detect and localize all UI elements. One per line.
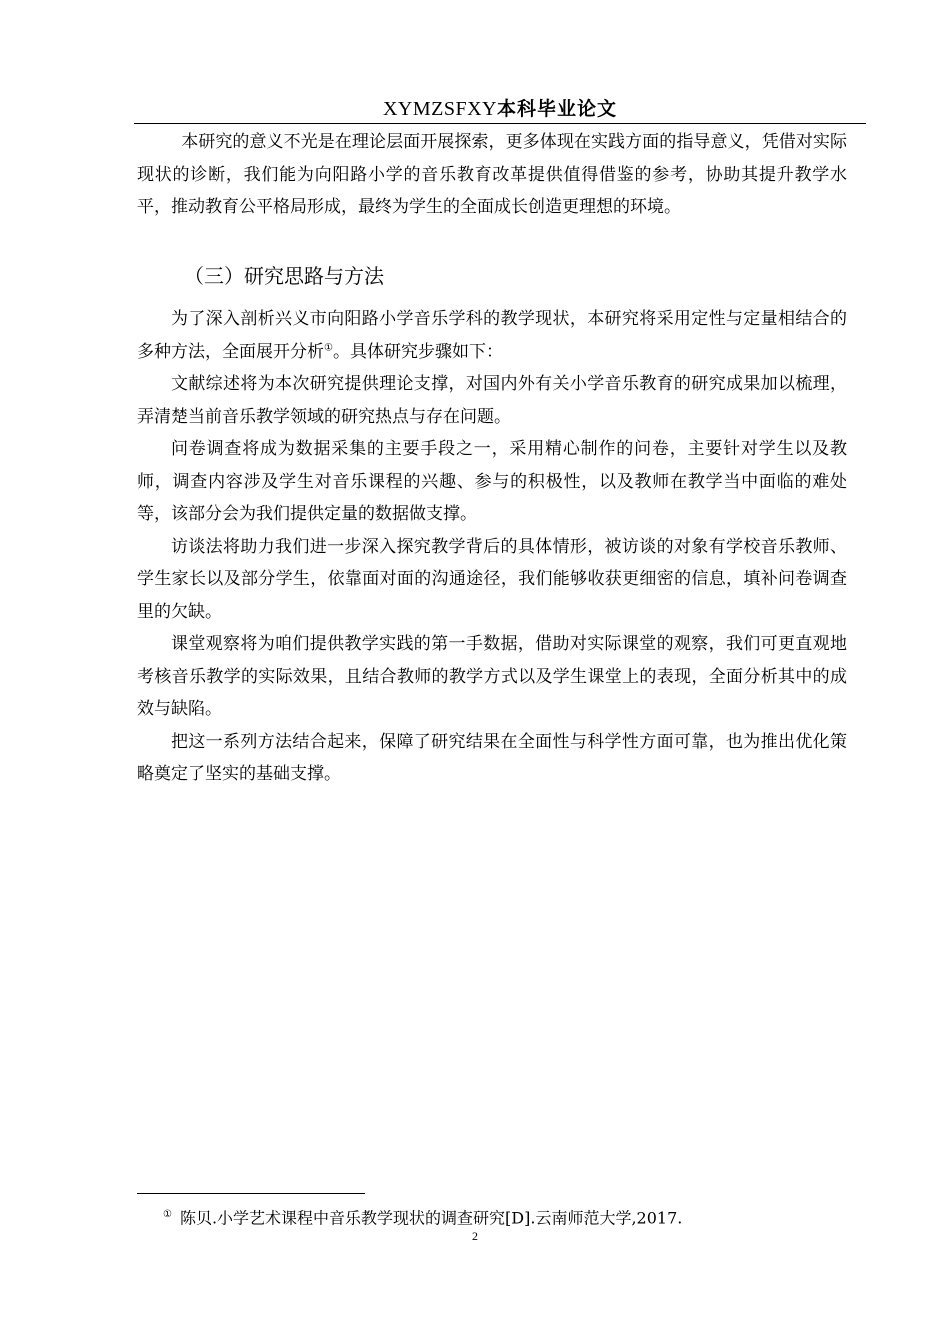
section-body [137, 303, 847, 791]
header-code: XYMZSFXY [382, 98, 497, 120]
page-header [134, 97, 866, 124]
intro-paragraph: 本研究的意义不光是在理论层面开展探索，更多体现在实践方面的指导意义，凭借对实际现状的诊断，我们能为向阳路小学的音乐教育改革提供值得借鉴的参考，协助其提升教学水平，推动教育公平格局形成，最终为学生的全面成长创造更理想的环境。 [137, 132, 847, 217]
footnote-text: 陈贝.小学艺术课程中音乐教学现状的调查研究[D].云南师范大学,2017. [179, 1208, 683, 1228]
paragraph-overview [137, 303, 847, 368]
footnote [163, 1203, 682, 1230]
paragraph-literature-review: 文献综述将为本次研究提供理论支撑，对国内外有关小学音乐教育的研究成果加以梳理，弄清楚当前音乐教学领域的研究热点与存在问题。 [137, 374, 847, 427]
paragraph-interview: 访谈法将助力我们进一步深入探究教学背后的具体情形，被访谈的对象有学校音乐教师、学生家长以及部分学生，依靠面对面的沟通途径，我们能够收获更细密的信息，填补问卷调查里的欠缺。 [137, 536, 847, 622]
section-heading: （三）研究思路与方法 [184, 264, 384, 288]
paragraph-overview-tail: 。具体研究步骤如下： [332, 341, 503, 362]
header-title: 本科毕业论文 [497, 98, 618, 120]
footnote-divider [137, 1193, 365, 1194]
paragraph-conclusion: 把这一系列方法结合起来，保障了研究结果在全面性与科学性方面可靠，也为推出优化策略奠定了坚实的基础支撑。 [137, 731, 847, 784]
paragraph-questionnaire: 问卷调查将成为数据采集的主要手段之一，采用精心制作的问卷，主要针对学生以及教师，调查内容涉及学生对音乐课程的兴趣、参与的积极性，以及教师在教学当中面临的难处等，该部分会为我们提供定量的数据做支撑。 [137, 439, 847, 524]
page-number: 2 [472, 1229, 478, 1243]
paragraph-classroom-observation: 课堂观察将为咱们提供教学实践的第一手数据，借助对实际课堂的观察，我们可更直观地考核音乐教学的实际效果，且结合教师的教学方式以及学生课堂上的表现，全面分析其中的成效与缺陷。 [137, 634, 847, 719]
paragraph-overview-text: 为了深入剖析兴义市向阳路小学音乐学科的教学现状，本研究将采用定性与定量相结合的多种方法，全面展开分析 [137, 309, 847, 362]
footnote-reference[interactable]: ① [324, 341, 333, 353]
footnote-marker: ① [163, 1209, 172, 1220]
